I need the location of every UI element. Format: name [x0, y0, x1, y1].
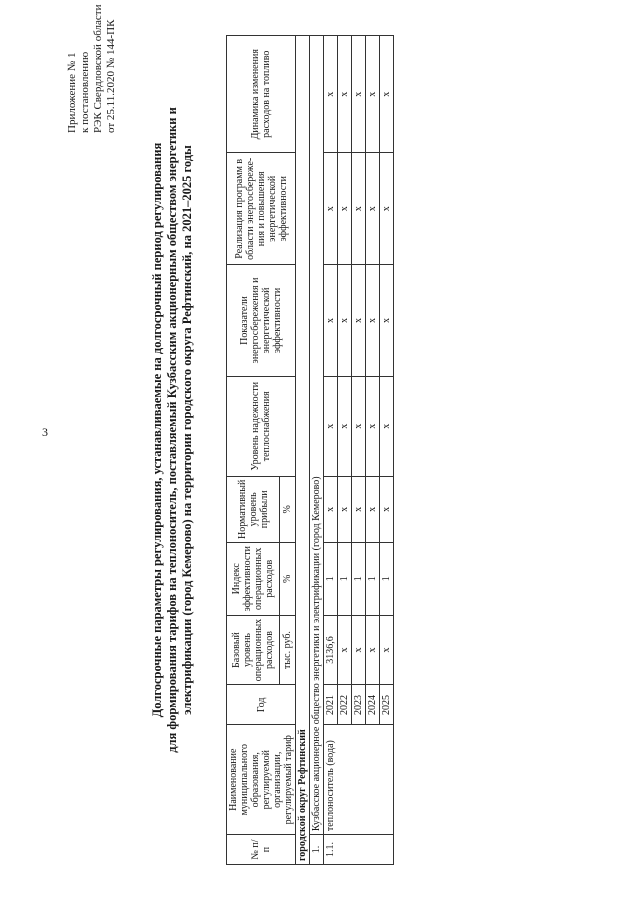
municipality-name: городской округ Рефтинский [296, 36, 310, 865]
cell-year: 2024 [366, 685, 380, 725]
cell-fuel: х [324, 36, 338, 153]
cell-base: х [366, 615, 380, 685]
municipality-row [296, 36, 310, 865]
cell-year: 2025 [380, 685, 394, 725]
table-row [324, 36, 338, 865]
col-header-fuel: Динамика изменения расходов на топливо [227, 36, 296, 153]
col-header-programs: Реализация программ в области энергосбереже-ния и повышения энергетической эффективности [227, 153, 296, 265]
cell-programs: х [366, 153, 380, 265]
appendix-line: к постановлению [79, 51, 91, 133]
page-number: 3 [42, 425, 48, 439]
col-header-reliability: Уровень надежности теплоснабжения [227, 376, 296, 476]
org-num: 1. [310, 835, 324, 865]
cell-base: х [380, 615, 394, 685]
cell-index: 1 [352, 543, 366, 616]
col-header-base: Базовый уровень операционных расходов [227, 615, 280, 685]
cell-index: 1 [380, 543, 394, 616]
cell-profit: х [366, 476, 380, 542]
col-header-energy-indicators: Показатели энергосбережения и энергетической эффективности [227, 265, 296, 377]
cell-reliability: х [366, 376, 380, 476]
cell-reliability: х [324, 376, 338, 476]
cell-profit: х [380, 476, 394, 542]
cell-index: 1 [366, 543, 380, 616]
unit-base: тыс. руб. [280, 615, 296, 685]
title-line: Долгосрочные параметры регулирования, устанавливаемые на долгосрочный период регулирования [150, 142, 164, 718]
cell-year: 2022 [338, 685, 352, 725]
cell-energy: х [380, 265, 394, 377]
cell-profit: х [338, 476, 352, 542]
organization-row [310, 36, 324, 865]
cell-programs: х [380, 153, 394, 265]
tariff-num: 1.1. [324, 835, 394, 865]
appendix-block [66, 3, 118, 133]
cell-energy: х [366, 265, 380, 377]
cell-base: х [338, 615, 352, 685]
appendix-line: от 25.11.2020 № 144-ПК [105, 19, 117, 133]
col-header-num: № п/п [227, 835, 296, 865]
cell-profit: х [324, 476, 338, 542]
unit-index: % [280, 543, 296, 616]
appendix-line: РЭК Свердловской области [92, 4, 104, 133]
appendix-line: Приложение № 1 [66, 52, 78, 133]
cell-fuel: х [380, 36, 394, 153]
col-header-profit: Нормативный уровень прибыли [227, 476, 280, 542]
unit-profit: % [280, 476, 296, 542]
cell-energy: х [352, 265, 366, 377]
title-line: электрификации (город Кемерово) на территории городского округа Рефтинский, на 2021–2025 годы [180, 145, 194, 715]
cell-programs: х [352, 153, 366, 265]
cell-base: 3136,6 [324, 615, 338, 685]
col-header-name: Наименование муниципального образования, регулируемой организации, регулируемый тариф [227, 725, 296, 835]
header-row [227, 36, 280, 865]
cell-year: 2021 [324, 685, 338, 725]
cell-reliability: х [380, 376, 394, 476]
cell-programs: х [324, 153, 338, 265]
parameters-table [226, 35, 394, 865]
cell-year: 2023 [352, 685, 366, 725]
parameters-table-wrap [226, 35, 394, 865]
cell-programs: х [338, 153, 352, 265]
col-header-index: Индекс эффективности операционных расходов [227, 543, 280, 616]
org-name: Кузбасское акционерное общество энергетики и электрификации (город Кемерово) [310, 36, 324, 835]
tariff-name: теплоноситель (вода) [324, 725, 394, 835]
cell-base: х [352, 615, 366, 685]
cell-reliability: х [338, 376, 352, 476]
document-title [150, 65, 195, 795]
cell-index: 1 [324, 543, 338, 616]
cell-energy: х [324, 265, 338, 377]
cell-reliability: х [352, 376, 366, 476]
cell-fuel: х [366, 36, 380, 153]
cell-fuel: х [352, 36, 366, 153]
col-header-year: Год [227, 685, 296, 725]
cell-fuel: х [338, 36, 352, 153]
cell-energy: х [338, 265, 352, 377]
cell-index: 1 [338, 543, 352, 616]
cell-profit: х [352, 476, 366, 542]
title-line: для формирования тарифов на теплоноситель, поставляемый Кузбасским акционерным обществом энергетики и [165, 107, 179, 753]
